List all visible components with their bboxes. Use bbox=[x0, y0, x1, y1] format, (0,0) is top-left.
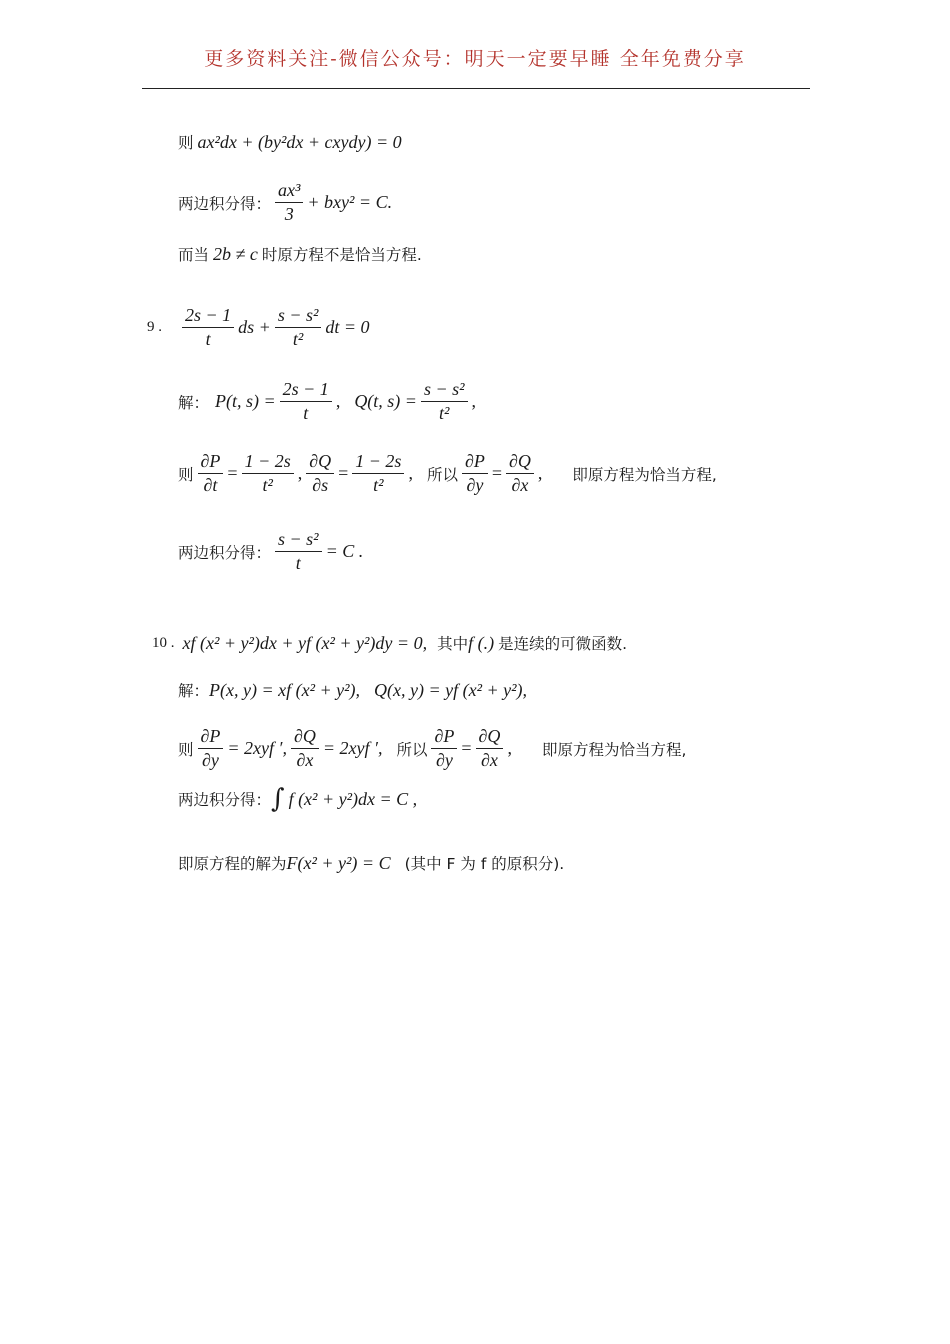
fraction bbox=[421, 379, 468, 424]
equation: xf (x² + y²)dx + yf (x² + y²)dy = 0, bbox=[182, 632, 428, 653]
fraction-denominator: t² bbox=[262, 475, 273, 495]
fraction-denominator: ∂y bbox=[202, 750, 219, 770]
fraction bbox=[476, 726, 504, 771]
text-prefix: 两边积分得： bbox=[178, 791, 272, 809]
separator: , bbox=[335, 391, 341, 411]
problem-10-solution bbox=[178, 679, 527, 701]
fraction-numerator: s − s² bbox=[275, 305, 322, 328]
fraction bbox=[431, 726, 457, 771]
fraction-denominator: t² bbox=[292, 329, 304, 349]
fraction-denominator: ∂x bbox=[511, 475, 529, 495]
text-so: 所以 bbox=[426, 465, 458, 484]
fraction bbox=[306, 451, 334, 496]
equation-part: = 2xyf ′, bbox=[227, 738, 287, 758]
problem-9-solution bbox=[178, 379, 476, 424]
fraction-denominator: t bbox=[205, 329, 211, 349]
fraction-denominator: t bbox=[303, 403, 309, 423]
comma: , bbox=[408, 463, 413, 483]
problem-9 bbox=[147, 305, 370, 350]
fraction bbox=[275, 529, 322, 574]
fraction-numerator: ∂P bbox=[198, 451, 224, 474]
fraction-numerator: s − s² bbox=[421, 379, 468, 402]
fraction bbox=[242, 451, 294, 496]
equation-line-1 bbox=[178, 131, 402, 153]
problem-9-integration bbox=[178, 529, 363, 574]
problem-10-integration bbox=[178, 786, 417, 812]
equation-rest: + bxy² = C. bbox=[307, 192, 393, 212]
text-a: 而当 bbox=[178, 246, 210, 264]
text-so: 所以 bbox=[396, 740, 428, 759]
end-comma: , bbox=[471, 391, 477, 411]
function-symbol: f (.) bbox=[468, 632, 495, 653]
fraction bbox=[198, 451, 224, 496]
fraction bbox=[506, 451, 534, 496]
equation-tail: dt = 0 bbox=[325, 317, 370, 337]
comma: , bbox=[537, 463, 543, 483]
fraction-denominator: ∂y bbox=[435, 750, 453, 770]
equation-mid: ds + bbox=[238, 317, 271, 337]
equation: f (x² + y²)dx = C , bbox=[288, 788, 418, 809]
p-definition: P(t, s) = bbox=[215, 391, 276, 411]
fraction-denominator: t² bbox=[439, 403, 450, 423]
fraction bbox=[462, 451, 488, 496]
p-definition: P(x, y) = xf (x² + y²), bbox=[209, 679, 361, 700]
fraction-numerator: ∂Q bbox=[306, 451, 334, 474]
fraction-numerator: 2s − 1 bbox=[280, 379, 332, 402]
text-prefix: 两边积分得： bbox=[178, 194, 272, 213]
problem-number: 9 . bbox=[147, 319, 162, 335]
fraction bbox=[275, 305, 322, 350]
note: (其中 F 为 f 的原积分). bbox=[404, 855, 565, 873]
problem-number: 10 . bbox=[152, 634, 175, 651]
fraction-denominator: t bbox=[295, 553, 301, 573]
comma: , bbox=[507, 738, 512, 758]
remark-line bbox=[178, 243, 422, 265]
q-definition: Q(x, y) = yf (x² + y²), bbox=[374, 679, 528, 700]
solution-label: 解： bbox=[178, 393, 210, 412]
integral-symbol: ∫ bbox=[271, 784, 285, 814]
fraction-denominator: ∂t bbox=[203, 475, 218, 495]
equals-sign: = bbox=[491, 463, 502, 483]
fraction bbox=[182, 305, 234, 350]
fraction-numerator: ax³ bbox=[275, 180, 303, 203]
fraction-numerator: ∂Q bbox=[476, 726, 504, 749]
fraction-numerator: ∂P bbox=[462, 451, 488, 474]
equals-sign: = bbox=[227, 463, 238, 483]
fraction bbox=[291, 726, 319, 771]
equation-rest: = C . bbox=[325, 541, 364, 561]
fraction-denominator: ∂x bbox=[481, 750, 498, 770]
text-prefix: 则 bbox=[178, 465, 194, 484]
fraction-numerator: ∂Q bbox=[506, 451, 534, 474]
problem-10 bbox=[152, 632, 627, 654]
header-title: 更多资料关注-微信公众号：明天一定要早睡 全年免费分享 bbox=[204, 48, 746, 70]
comma: , bbox=[297, 463, 303, 483]
fraction-denominator: t² bbox=[373, 475, 384, 495]
fraction-numerator: 2s − 1 bbox=[182, 305, 234, 328]
text-a: 其中 bbox=[437, 635, 469, 653]
text-b: 是连续的可微函数. bbox=[498, 635, 628, 653]
inequality: 2b ≠ c bbox=[213, 243, 258, 264]
solution-label: 解： bbox=[178, 682, 210, 700]
text-prefix: 两边积分得： bbox=[178, 543, 272, 562]
text-prefix: 则 bbox=[178, 134, 194, 152]
fraction-numerator: ∂Q bbox=[291, 726, 319, 749]
fraction bbox=[275, 180, 303, 225]
equals-sign: = bbox=[338, 463, 349, 483]
conclusion-text: 即原方程为恰当方程, bbox=[541, 740, 687, 759]
fraction-numerator: ∂P bbox=[198, 726, 224, 749]
fraction-numerator: 1 − 2s bbox=[352, 451, 404, 474]
text-b: 时原方程不是恰当方程. bbox=[261, 246, 422, 264]
conclusion-text: 即原方程为恰当方程, bbox=[572, 465, 717, 484]
fraction bbox=[280, 379, 332, 424]
integration-line-1 bbox=[178, 180, 392, 225]
equation-part: = 2xyf ′, bbox=[322, 738, 383, 758]
equation: ax²dx + (by²dx + cxydy) = 0 bbox=[197, 131, 402, 152]
problem-10-final bbox=[178, 852, 564, 874]
text-prefix: 则 bbox=[178, 740, 194, 759]
page-header bbox=[0, 44, 950, 71]
fraction-denominator: ∂y bbox=[466, 475, 484, 495]
equals-sign: = bbox=[461, 738, 472, 758]
fraction-numerator: ∂P bbox=[431, 726, 457, 749]
solution-equation: F(x² + y²) = C bbox=[286, 852, 391, 873]
fraction-denominator: 3 bbox=[284, 204, 294, 224]
problem-9-derivatives bbox=[178, 451, 717, 496]
text-a: 即原方程的解为 bbox=[178, 855, 287, 873]
fraction-denominator: ∂x bbox=[296, 750, 314, 770]
fraction bbox=[352, 451, 404, 496]
fraction-numerator: s − s² bbox=[275, 529, 322, 552]
fraction-numerator: 1 − 2s bbox=[242, 451, 294, 474]
problem-10-derivatives bbox=[178, 726, 686, 771]
header-divider bbox=[142, 88, 810, 89]
q-definition: Q(t, s) = bbox=[354, 391, 417, 411]
fraction-denominator: ∂s bbox=[312, 475, 329, 495]
fraction bbox=[198, 726, 224, 771]
